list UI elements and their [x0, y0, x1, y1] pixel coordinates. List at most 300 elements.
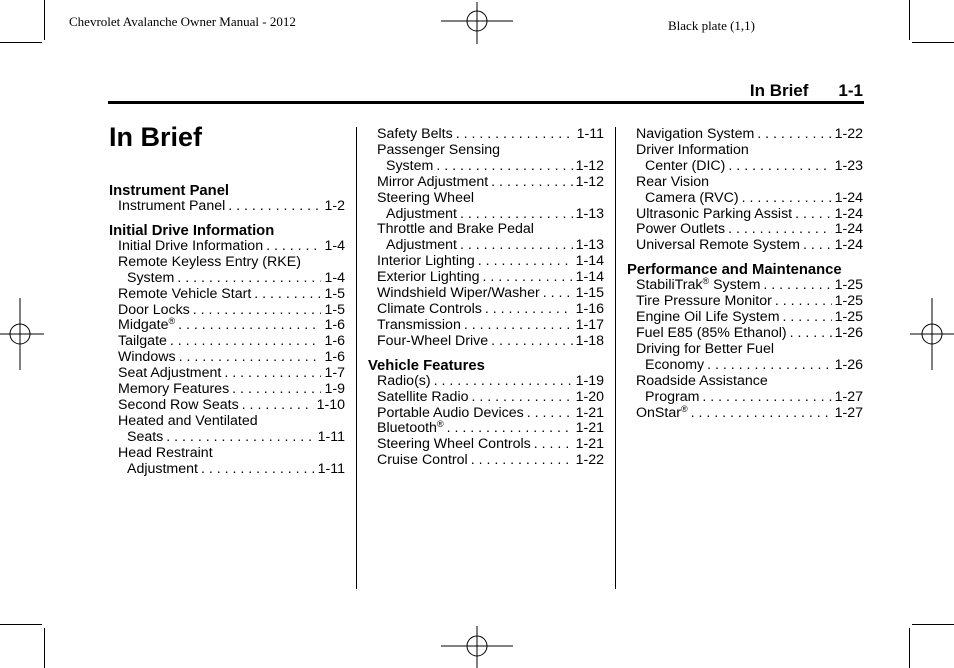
toc-entry-text: Universal Remote System	[636, 237, 800, 254]
toc-entry-line	[118, 414, 345, 430]
dot-leader	[728, 159, 831, 175]
toc-entry-line	[636, 326, 863, 342]
toc-entry-label	[377, 286, 540, 302]
toc-entry[interactable]	[627, 342, 863, 374]
dot-leader	[242, 398, 314, 414]
toc-entry-text: Mirror Adjustment	[377, 173, 489, 190]
crop-mark	[909, 628, 910, 668]
toc-entry-line	[118, 287, 345, 303]
toc-entry[interactable]	[368, 270, 604, 286]
toc-entry[interactable]	[627, 278, 863, 294]
toc-entry-label	[118, 366, 221, 382]
toc-entry-label	[377, 421, 444, 437]
toc-entry-text: Rear Vision	[636, 173, 710, 190]
toc-entry-text: Door Locks	[118, 301, 190, 318]
toc-entry-label	[118, 239, 263, 255]
toc-entry-label	[127, 430, 163, 446]
toc-entry-label	[377, 221, 534, 237]
toc-entry-text: Adjustment	[386, 205, 457, 222]
toc-page-number: 1-11	[576, 126, 604, 142]
toc-entry-text: Adjustment	[386, 237, 457, 254]
toc-entry[interactable]	[368, 191, 604, 223]
toc-entry-line	[118, 446, 345, 462]
toc-entry-label	[386, 159, 433, 175]
dot-leader	[491, 334, 572, 350]
toc-entry-text: Cruise Control	[377, 452, 468, 469]
toc-entry-line	[636, 207, 863, 223]
toc-entry[interactable]	[368, 286, 604, 302]
toc-entry-text: Fuel E85 (85% Ethanol)	[636, 324, 787, 341]
toc-entry-line	[118, 199, 345, 215]
toc-entry-line	[636, 390, 863, 406]
toc-entry-text: System	[386, 157, 434, 174]
toc-page-number: 1-5	[324, 301, 345, 318]
toc-entry-line	[377, 334, 604, 350]
toc-entry-text: Head Restraint	[118, 444, 213, 461]
toc-entry-line	[377, 437, 604, 453]
toc-entry-text: Tailgate	[118, 333, 167, 350]
dot-leader	[228, 199, 321, 215]
toc-entry-label	[386, 238, 457, 254]
toc-entry-line	[118, 398, 345, 414]
toc-entry-label	[377, 318, 461, 334]
registration-mark-bottom	[441, 626, 513, 668]
toc-entry-label	[377, 142, 500, 158]
toc-column-1	[109, 183, 345, 478]
toc-entry-text: Camera (RVC)	[645, 189, 739, 206]
toc-entry-label	[377, 270, 480, 286]
toc-entry-text: Portable Audio Devices	[377, 404, 524, 421]
toc-entry-line	[377, 127, 604, 143]
toc-entry[interactable]	[109, 334, 345, 350]
toc-page-number: 1-4	[324, 269, 345, 286]
toc-entry-line	[118, 350, 345, 366]
dot-leader	[170, 334, 322, 350]
toc-entry[interactable]	[109, 414, 345, 446]
dot-leader	[193, 303, 322, 319]
toc-entry[interactable]	[109, 287, 345, 303]
toc-entry-line	[377, 238, 604, 254]
dot-leader	[491, 175, 572, 191]
toc-entry-text: Exterior Lighting	[377, 269, 480, 286]
crop-mark	[44, 0, 45, 40]
toc-page-number: 1-22	[575, 452, 604, 469]
toc-page-number: 1-21	[575, 420, 604, 437]
dot-leader	[178, 318, 321, 334]
crop-mark	[909, 0, 910, 40]
toc-entry-text: Passenger Sensing	[377, 141, 501, 158]
dot-leader	[763, 278, 831, 294]
toc-entry-label	[377, 127, 453, 143]
toc-entry-text: Engine Oil Life System	[636, 309, 780, 326]
toc-entry-label	[636, 174, 709, 190]
dot-leader	[702, 390, 831, 406]
toc-entry-text: Windows	[118, 349, 176, 366]
toc-entry[interactable]	[627, 143, 863, 175]
toc-entry-line	[377, 175, 604, 191]
dot-leader	[478, 254, 573, 270]
registered-mark: ®	[702, 276, 710, 287]
toc-entry[interactable]	[627, 207, 863, 223]
toc-entry-text: Interior Lighting	[377, 253, 475, 270]
toc-page-number: 1-2	[324, 198, 345, 214]
toc-page-number: 1-12	[575, 173, 604, 190]
toc-entry-label	[377, 175, 488, 191]
toc-entry[interactable]	[368, 302, 604, 318]
toc-page-number: 1-4	[324, 237, 345, 254]
toc-entry-line	[636, 294, 863, 310]
dot-leader	[757, 127, 831, 143]
toc-entry-label	[118, 382, 229, 398]
toc-entry-label	[636, 127, 754, 143]
toc-entry-text: Safety Belts	[377, 126, 453, 142]
toc-entry-line	[377, 453, 604, 469]
dot-leader	[803, 238, 832, 254]
toc-entry[interactable]	[368, 437, 604, 453]
dot-leader	[527, 406, 573, 422]
toc-entry-line	[636, 310, 863, 326]
column-divider	[615, 127, 616, 589]
toc-entry-line	[636, 127, 863, 143]
toc-entry-text: Program	[645, 388, 700, 405]
dot-leader	[266, 239, 321, 255]
toc-entry-text: Heated and Ventilated	[118, 412, 258, 429]
toc-entry-text: Bluetooth	[377, 420, 437, 437]
toc-entry-line	[636, 358, 863, 374]
toc-entry[interactable]	[109, 318, 345, 334]
toc-entry-line	[118, 318, 345, 334]
toc-entry-text: Ultrasonic Parking Assist	[636, 205, 793, 222]
toc-entry-label	[118, 287, 251, 303]
toc-page-number: 1-24	[834, 205, 863, 222]
toc-entry[interactable]	[368, 175, 604, 191]
toc-page-number: 1-21	[575, 404, 604, 421]
dot-leader	[795, 207, 831, 223]
toc-entry[interactable]	[368, 143, 604, 175]
toc-page-number: 1-7	[324, 365, 345, 382]
toc-entry[interactable]	[109, 446, 345, 478]
toc-entry[interactable]	[109, 398, 345, 414]
toc-page-number: 1-9	[324, 381, 345, 398]
toc-entry-label	[127, 462, 198, 478]
toc-entry[interactable]	[368, 421, 604, 437]
crop-mark	[0, 624, 42, 625]
crop-mark	[912, 624, 954, 625]
toc-entry-line	[118, 271, 345, 287]
column-divider	[356, 127, 357, 589]
toc-column-3	[627, 127, 863, 421]
toc-entry-text: OnStar	[636, 404, 681, 421]
toc-page-number: 1-17	[575, 316, 604, 333]
dot-leader	[707, 358, 831, 374]
toc-entry-label	[377, 302, 482, 318]
header-rule	[108, 101, 864, 104]
toc-entry[interactable]	[368, 254, 604, 270]
toc-entry[interactable]	[368, 127, 604, 143]
toc-entry-line	[377, 207, 604, 223]
toc-entry-label	[118, 334, 167, 350]
toc-page-number: 1-27	[834, 404, 863, 421]
toc-page-number: 1-26	[834, 356, 863, 373]
toc-entry-text: Remote Vehicle Start	[118, 285, 252, 302]
toc-entry-text: Initial Drive Information	[118, 237, 264, 254]
toc-entry-text: Roadside Assistance	[636, 372, 768, 389]
toc-entry-label	[636, 373, 768, 389]
toc-entry-text: Four-Wheel Drive	[377, 332, 489, 349]
toc-entry-label	[118, 350, 176, 366]
crop-mark	[912, 42, 954, 43]
toc-section-heading: Performance and Maintenance	[627, 262, 842, 279]
toc-entry[interactable]	[109, 366, 345, 382]
toc-entry-label	[636, 207, 792, 223]
toc-entry-line	[377, 318, 604, 334]
toc-entry[interactable]	[627, 175, 863, 207]
dot-leader	[742, 191, 832, 207]
toc-page-number: 1-26	[834, 324, 863, 341]
toc-entry[interactable]	[109, 382, 345, 398]
toc-entry[interactable]	[368, 334, 604, 350]
registered-mark: ®	[680, 403, 688, 414]
toc-entry-line	[636, 143, 863, 159]
toc-page-number: 1-23	[834, 157, 863, 174]
toc-page-number: 1-20	[575, 388, 604, 405]
toc-entry-label	[645, 390, 699, 406]
toc-entry[interactable]	[627, 127, 863, 143]
toc-entry-text: Center (DIC)	[645, 157, 726, 174]
toc-entry-label	[645, 191, 739, 207]
toc-entry-label	[377, 437, 531, 453]
toc-page-number: 1-6	[324, 349, 345, 366]
running-header	[750, 81, 863, 101]
toc-entry-label	[636, 294, 772, 310]
slug-right: Black plate (1,1)	[668, 18, 755, 33]
toc-entry-text: System	[127, 269, 175, 286]
toc-entry-line	[636, 374, 863, 390]
toc-entry[interactable]	[627, 294, 863, 310]
toc-entry[interactable]	[368, 374, 604, 390]
toc-page-number: 1-16	[575, 300, 604, 317]
toc-entry-text: Windshield Wiper/Washer	[377, 285, 540, 302]
toc-page-number: 1-13	[575, 205, 604, 222]
dot-leader	[775, 294, 832, 310]
header-page-number: 1-1	[838, 81, 863, 100]
toc-entry-label	[636, 310, 780, 326]
dot-leader	[728, 222, 831, 238]
toc-page-number: 1-24	[834, 237, 863, 254]
registered-mark: ®	[168, 316, 176, 327]
toc-entry-label	[636, 403, 688, 422]
toc-entry-line	[377, 286, 604, 302]
slug-left: Chevrolet Avalanche Owner Manual - 2012	[69, 14, 296, 29]
toc-entry-line	[118, 334, 345, 350]
toc-entry-line	[636, 238, 863, 254]
toc-entry-line	[636, 159, 863, 175]
toc-entry-line	[377, 421, 604, 437]
toc-entry-line	[118, 382, 345, 398]
toc-column-2	[368, 127, 604, 469]
registration-mark-right	[910, 298, 954, 370]
toc-entry-line	[377, 159, 604, 175]
toc-entry[interactable]	[109, 255, 345, 287]
toc-page-number: 1-12	[575, 157, 604, 174]
dot-leader	[471, 453, 573, 469]
chapter-title: In Brief	[109, 122, 203, 152]
toc-entry-label	[636, 278, 760, 294]
toc-page-number: 1-15	[575, 285, 604, 302]
registration-mark-top	[441, 2, 513, 44]
toc-entry-label	[118, 199, 225, 215]
registered-mark: ®	[436, 419, 444, 430]
toc-page-number: 1-24	[834, 221, 863, 238]
toc-entry-label	[118, 398, 239, 414]
toc-entry[interactable]	[368, 222, 604, 254]
toc-page-number: 1-27	[834, 388, 863, 405]
dot-leader	[456, 127, 574, 143]
toc-entry-text: Seats	[127, 428, 164, 445]
toc-entry-line	[377, 222, 604, 238]
toc-entry-text: Adjustment	[127, 460, 198, 477]
toc-page-number: 1-25	[834, 309, 863, 326]
toc-entry-line	[636, 222, 863, 238]
toc-entry-line	[377, 254, 604, 270]
dot-leader	[254, 287, 321, 303]
toc-entry-text: Instrument Panel	[118, 198, 226, 214]
dot-leader	[179, 350, 322, 366]
dot-leader	[436, 159, 572, 175]
dot-leader	[460, 238, 573, 254]
toc-entry[interactable]	[109, 350, 345, 366]
toc-entry-text: Transmission	[377, 316, 461, 333]
toc-entry-line	[118, 462, 345, 478]
dot-leader	[691, 406, 832, 422]
toc-entry-label	[118, 318, 175, 334]
dot-leader	[534, 437, 573, 453]
dot-leader	[434, 374, 573, 390]
toc-entry[interactable]	[368, 390, 604, 406]
toc-entry-line	[636, 191, 863, 207]
toc-entry[interactable]	[368, 453, 604, 469]
toc-entry-label	[377, 453, 468, 469]
toc-entry-line	[118, 430, 345, 446]
dot-leader	[472, 390, 573, 406]
toc-entry-text: System	[709, 277, 761, 294]
toc-entry[interactable]	[627, 374, 863, 406]
toc-entry-text: Satellite Radio	[377, 388, 469, 405]
toc-page-number: 1-21	[575, 436, 604, 453]
toc-entry-text: Second Row Seats	[118, 396, 239, 413]
toc-entry-text: Navigation System	[636, 126, 755, 142]
toc-entry-text: StabiliTrak	[636, 277, 703, 294]
dot-leader	[464, 318, 573, 334]
toc-entry-text: Tire Pressure Monitor	[636, 293, 772, 310]
toc-entry-label	[636, 326, 787, 342]
toc-entry[interactable]	[627, 222, 863, 238]
dot-leader	[783, 310, 832, 326]
toc-entry-label	[118, 413, 258, 429]
toc-section-heading: Vehicle Features	[368, 357, 485, 374]
toc-entry-text: Remote Keyless Entry (RKE)	[118, 253, 301, 270]
toc-entry-label	[377, 190, 474, 206]
toc-entry-line	[377, 270, 604, 286]
dot-leader	[166, 430, 314, 446]
toc-page-number: 1-25	[834, 277, 863, 294]
toc-entry-line	[636, 278, 863, 294]
toc-entry-text: Economy	[645, 356, 705, 373]
toc-entry[interactable]	[627, 310, 863, 326]
toc-entry[interactable]	[109, 199, 345, 215]
toc-entry-label	[636, 222, 725, 238]
toc-page-number: 1-6	[324, 333, 345, 350]
toc-entry-text: Driving for Better Fuel	[636, 340, 774, 357]
toc-entry-text: Radio(s)	[377, 372, 431, 389]
toc-entry-label	[636, 341, 774, 357]
toc-entry-label	[377, 254, 475, 270]
toc-entry-label	[636, 238, 800, 254]
toc-page-number: 1-22	[834, 126, 863, 142]
header-section: In Brief	[749, 81, 809, 100]
crop-mark	[0, 42, 42, 43]
toc-entry-label	[127, 271, 174, 287]
toc-page-number: 1-19	[575, 372, 604, 389]
toc-entry-text: Throttle and Brake Pedal	[377, 221, 534, 238]
toc-entry-line	[636, 403, 863, 422]
toc-entry[interactable]	[368, 318, 604, 334]
toc-page-number: 1-10	[316, 396, 345, 413]
toc-entry[interactable]	[109, 239, 345, 255]
toc-entry[interactable]	[627, 326, 863, 342]
toc-page-number: 1-5	[324, 285, 345, 302]
dot-leader	[460, 207, 573, 223]
toc-page-number: 1-6	[324, 317, 345, 334]
toc-page-number: 1-14	[575, 253, 604, 270]
toc-entry-text: Climate Controls	[377, 300, 482, 317]
toc-entry-label	[645, 159, 725, 175]
dot-leader	[232, 382, 321, 398]
toc-entry-line	[636, 342, 863, 358]
toc-entry-line	[118, 255, 345, 271]
toc-entry-label	[377, 374, 431, 390]
toc-entry-line	[377, 390, 604, 406]
toc-entry[interactable]	[627, 238, 863, 254]
toc-entry-line	[377, 374, 604, 390]
toc-page-number: 1-24	[834, 189, 863, 206]
dot-leader	[201, 462, 315, 478]
toc-entry-label	[377, 390, 469, 406]
toc-entry-label	[118, 445, 213, 461]
dot-leader	[543, 286, 573, 302]
toc-entry-line	[377, 302, 604, 318]
toc-entry-label	[377, 334, 488, 350]
dot-leader	[790, 326, 832, 342]
toc-entry-line	[377, 143, 604, 159]
toc-section-heading: Instrument Panel	[109, 183, 230, 199]
dot-leader	[224, 366, 321, 382]
toc-page-number: 1-18	[575, 332, 604, 349]
toc-entry-line	[118, 366, 345, 382]
toc-entry-line	[377, 191, 604, 207]
toc-section-heading: Initial Drive Information	[109, 222, 275, 239]
registration-mark-left	[0, 298, 44, 370]
toc-entry[interactable]	[627, 403, 863, 422]
toc-page-number: 1-11	[317, 428, 345, 445]
dot-leader	[483, 270, 573, 286]
dot-leader	[177, 271, 321, 287]
toc-entry-line	[636, 175, 863, 191]
toc-entry-text: Memory Features	[118, 381, 230, 398]
toc-page-number: 1-14	[575, 269, 604, 286]
toc-entry-text: Steering Wheel Controls	[377, 436, 531, 453]
toc-entry-label	[118, 254, 301, 270]
